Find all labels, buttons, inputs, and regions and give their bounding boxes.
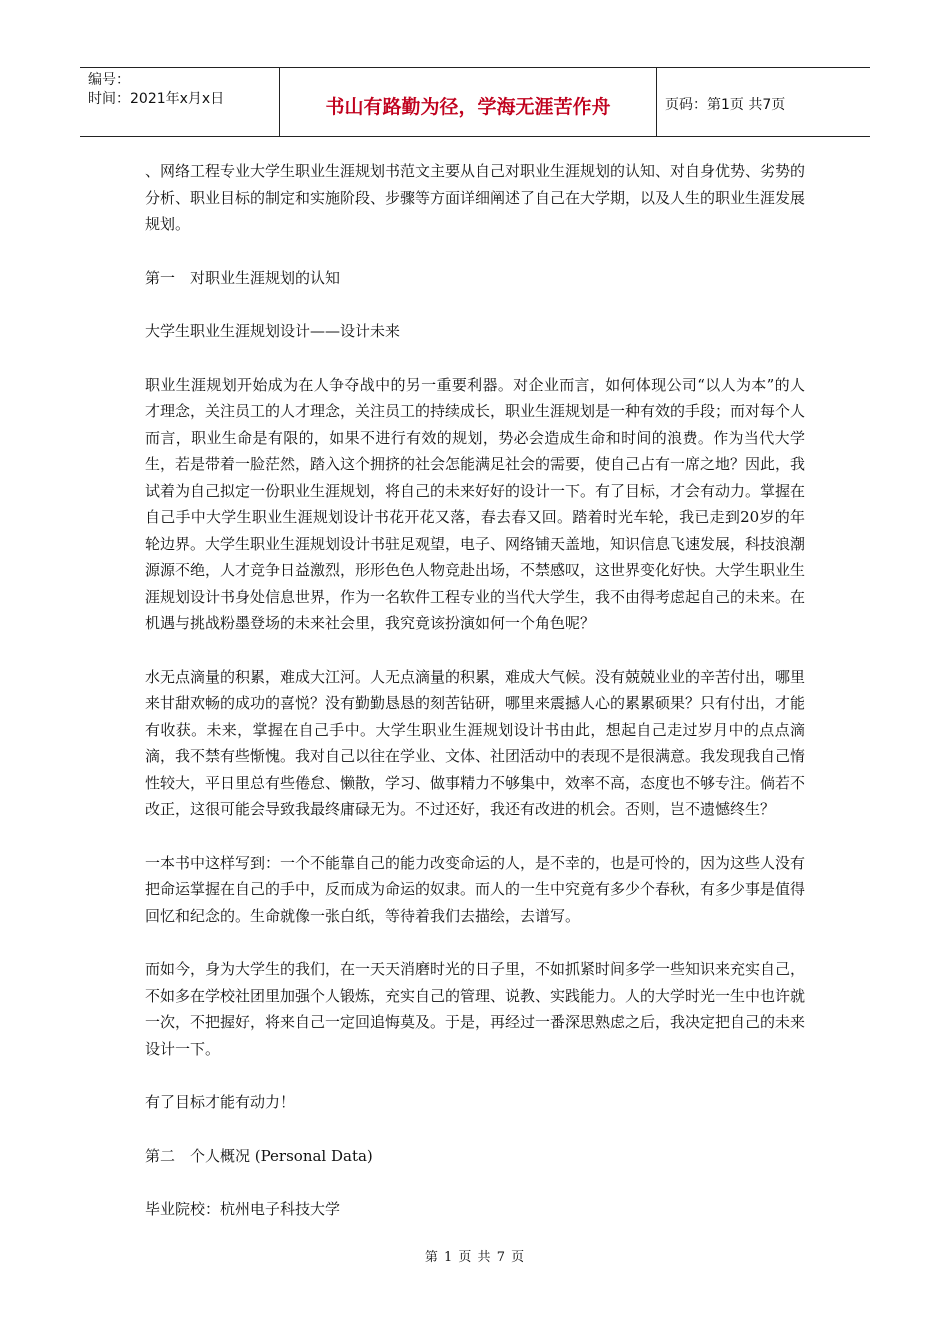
- header-meta: [80, 68, 280, 136]
- school-line: 毕业院校：杭州电子科技大学: [145, 1200, 341, 1218]
- body-paragraph: 一本书中这样写到：一个不能靠自己的能力改变命运的人，是不幸的，也是可怜的，因为这些人没有把命运掌握在自己的手中，反而成为命运的奴隶。而人的一生中究竟有多少个春秋，有多少事是值得回忆和纪念的。生命就像一张白纸，等待着我们去描绘，去谱写。: [145, 853, 806, 925]
- subheading: 大学生职业生涯规划设计——设计未来: [145, 322, 401, 340]
- document-time-label: 时间：2021年x月x日: [88, 91, 225, 107]
- page-footer: 第 1 页 共 7 页: [424, 1250, 526, 1265]
- header-table: [80, 67, 870, 137]
- body-paragraph: 职业生涯规划开始成为在人争夺战中的另一重要利器。对企业而言，如何体现公司“以人为本”的人才理念，关注员工的人才理念，关注员工的持续成长，职业生涯规划是一种有效的手段；而对每个人而言，职业生命是有限的，如果不进行有效的规划，势必会造成生命和时间的浪费。作为当代大学生，若是带着一脸茫然，踏入这个拥挤的社会怎能满足社会的需要，使自己占有一席之地？因此，我试着为自己拟定一份职业生涯规划，将自己的未来好好的设计一下。有了目标，才会有动力。掌握在自己手中大学生职业生涯规划设计书花开花又落，春去春又回。踏着时光车轮，我已走到20岁的年轮边界。大学生职业生涯规划设计书驻足观望，电子、网络铺天盖地，知识信息飞速发展，科技浪潮源源不绝，人才竞争日益激烈，形形色色人物竞赴出场，不禁感叹，这世界变化好快。大学生职业生涯规划设计书身处信息世界，作为一名软件工程专业的当代大学生，我不由得考虑起自己的未来。在机遇与挑战粉墨登场的未来社会里，我究竟该扮演如何一个角色呢？: [145, 375, 806, 632]
- section-heading-1: 第一 对职业生涯规划的认知: [145, 268, 341, 287]
- section-heading-2: 第二 个人概况 (Personal Data): [145, 1146, 373, 1165]
- body-paragraph: 水无点滴量的积累，难成大江河。人无点滴量的积累，难成大气候。没有兢兢业业的辛苦付出，哪里来甘甜欢畅的成功的喜悦？没有勤勤恳恳的刻苦钻研，哪里来震撼人心的累累硕果？只有付出，才能有收获。未来，掌握在自己手中。大学生职业生涯规划设计书由此，想起自己走过岁月中的点点滴滴，我不禁有些惭愧。我对自己以往在学业、文体、社团活动中的表现不是很满意。我发现我自己惰性较大，平日里总有些倦怠、懒散，学习、做事精力不够集中，效率不高，态度也不够专注。倘若不改正，这很可能会导致我最终庸碌无为。不过还好，我还有改进的机会。否则，岂不遗憾终生？: [145, 667, 806, 818]
- body-paragraph: 有了目标才能有动力！: [145, 1093, 296, 1111]
- header-motto: 书山有路勤为径，学海无涯苦作舟: [280, 68, 657, 136]
- document-number-label: 编号：: [88, 72, 130, 88]
- document-body: [145, 158, 805, 1250]
- intro-paragraph: 、网络工程专业大学生职业生涯规划书范文主要从自己对职业生涯规划的认知、对自身优势、劣势的分析、职业目标的制定和实施阶段、步骤等方面详细阐述了自己在大学期，以及人生的职业生涯发展规划。: [145, 162, 806, 233]
- header-page-label: 页码：第1页 共7页: [665, 97, 786, 113]
- body-paragraph: 而如今，身为大学生的我们，在一天天消磨时光的日子里，不如抓紧时间多学一些知识来充实自己，不如多在学校社团里加强个人锻炼，充实自己的管理、说教、实践能力。人的大学时光一生中也许就一次，不把握好，将来自己一定回追悔莫及。于是，再经过一番深思熟虑之后，我决定把自己的未来设计一下。: [145, 960, 806, 1058]
